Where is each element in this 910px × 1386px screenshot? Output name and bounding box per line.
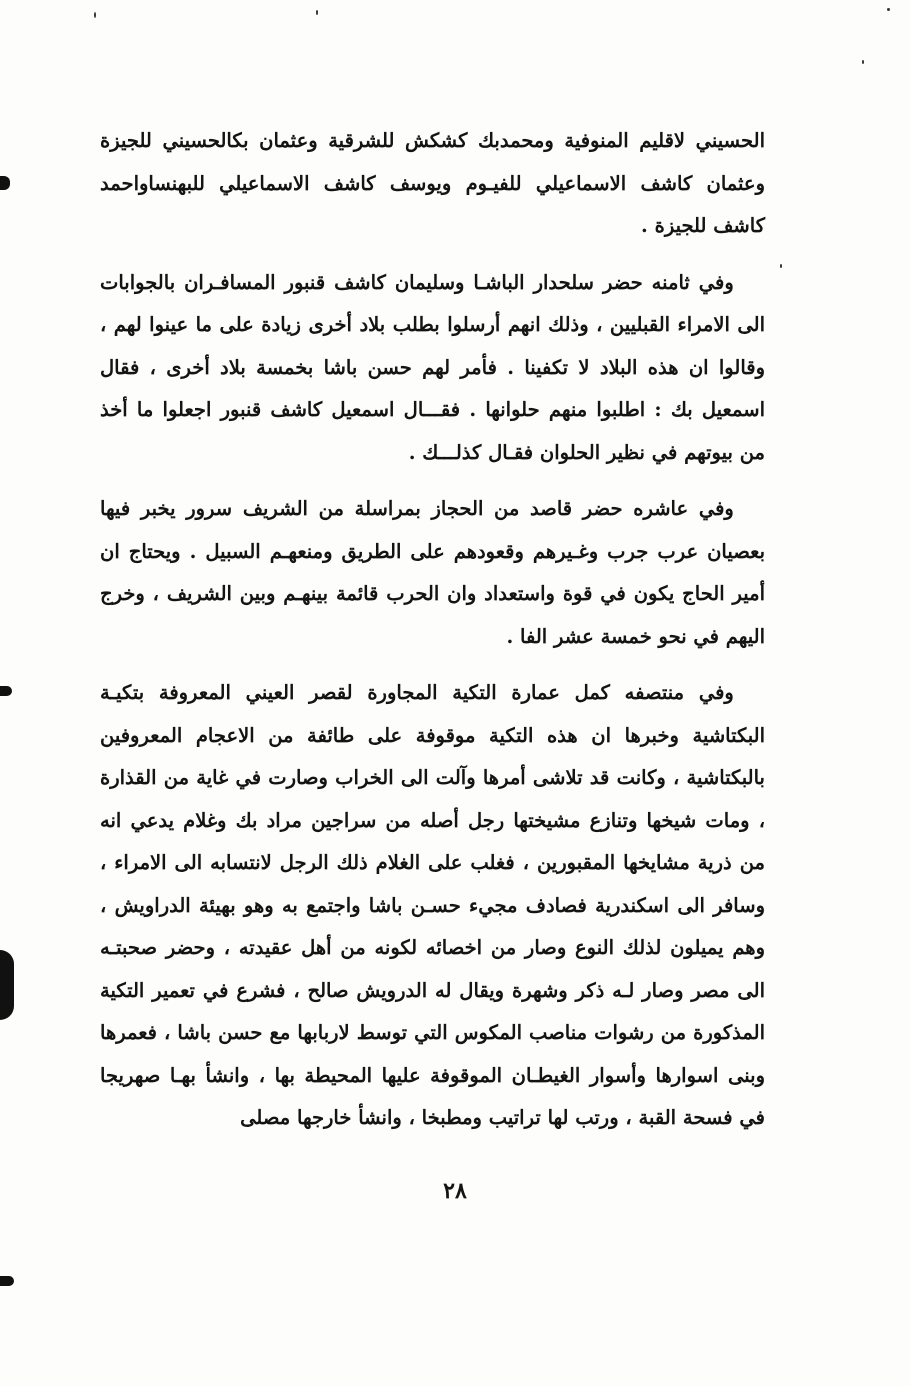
paragraph: وفي عاشره حضر قاصد من الحجاز بمراسلة من الشريف سرور يخبر فيها بعصيان عرب جرب وغـيرهم وقعودهم على الطريق ومنعهـم السبيل . ويحتاج ان أمير الحاج يكون في قوة واستعداد وان الحرب قائمة بينهـم وبين الشريف ، وخرج اليهم في نحو خمسة عشر الفا . (100, 497, 765, 648)
scan-speck (862, 60, 864, 64)
page-number: ٢٨ (443, 1178, 467, 1204)
scan-speck (316, 10, 318, 15)
scan-speck (887, 8, 890, 11)
scan-artifact-mark (0, 950, 14, 1020)
scan-speck (780, 264, 782, 268)
body-text (100, 120, 765, 1154)
scan-artifact-mark (0, 686, 12, 696)
paragraph: الحسيني لاقليم المنوفية ومحمدبك كشكش للشرقية وعثمان بكالحسيني للجيزة وعثمان كاشف الاسماعيلي للفيـوم ويوسف كاشف الاسماعيلي للبهنساواحمد كاشف للجيزة . (100, 129, 765, 237)
scan-artifact-mark (0, 176, 10, 190)
paragraph: وفي منتصفه كمل عمارة التكية المجاورة لقصر العيني المعروفة بتكيـة البكتاشية وخبرها ان هذه التكية موقوفة على طائفة من الاعجام المعروفين بالبكتاشية ، وكانت قد تلاشى أمرها وآلت الى الخراب وصارت في غاية من القذارة ، ومات شيخها وتنازع مشيختها رجل أصله من سراجين مراد بك وغلام يدعي انه من ذرية مشايخها المقبورين ، فغلب على الغلام ذلك الرجل لانتسابه الى الامراء ، وسافر الى اسكندرية فصادف مجيء حسـن باشا واجتمع به وهو بهيئة الدراويش ، وهم يميلون لذلك النوع وصار من اخصائه لكونه من أهل عقيدته ، وحضر صحبتـه الى مصر وصار لـه ذكر وشهرة ويقال له الدرويش صالح ، فشرع في تعمير التكية المذكورة من رشوات مناصب المكوس التي توسط لاربابها مع حسن باشا ، فعمرها وبنى اسوارها وأسوار الغيطـان الموقوفة عليها المحيطة بها ، وانشأ بهـا صهريجا في فسحة القبة ، ورتب لها تراتيب ومطبخا ، وانشأ خارجها مصلى (100, 681, 765, 1129)
scan-speck (94, 12, 96, 18)
paragraph: وفي ثامنه حضر سلحدار الباشـا وسليمان كاشف قنبور المسافـران بالجوابات الى الامراء القبليين ، وذلك انهم أرسلوا بطلب بلاد أخرى زيادة على ما عينوا لهم ، وقالوا ان هذه البلاد لا تكفينا . فأمر لهم حسن باشا بخمسة بلاد أخرى ، فقال اسمعيل بك : اطلبوا منهم حلوانها . فقـــال اسمعيل كاشف قنبور اجعلوا ما أخذ من بيوتهم في نظير الحلوان فقـال كذلـــك . (100, 270, 765, 464)
scan-artifact-mark (0, 1276, 14, 1286)
